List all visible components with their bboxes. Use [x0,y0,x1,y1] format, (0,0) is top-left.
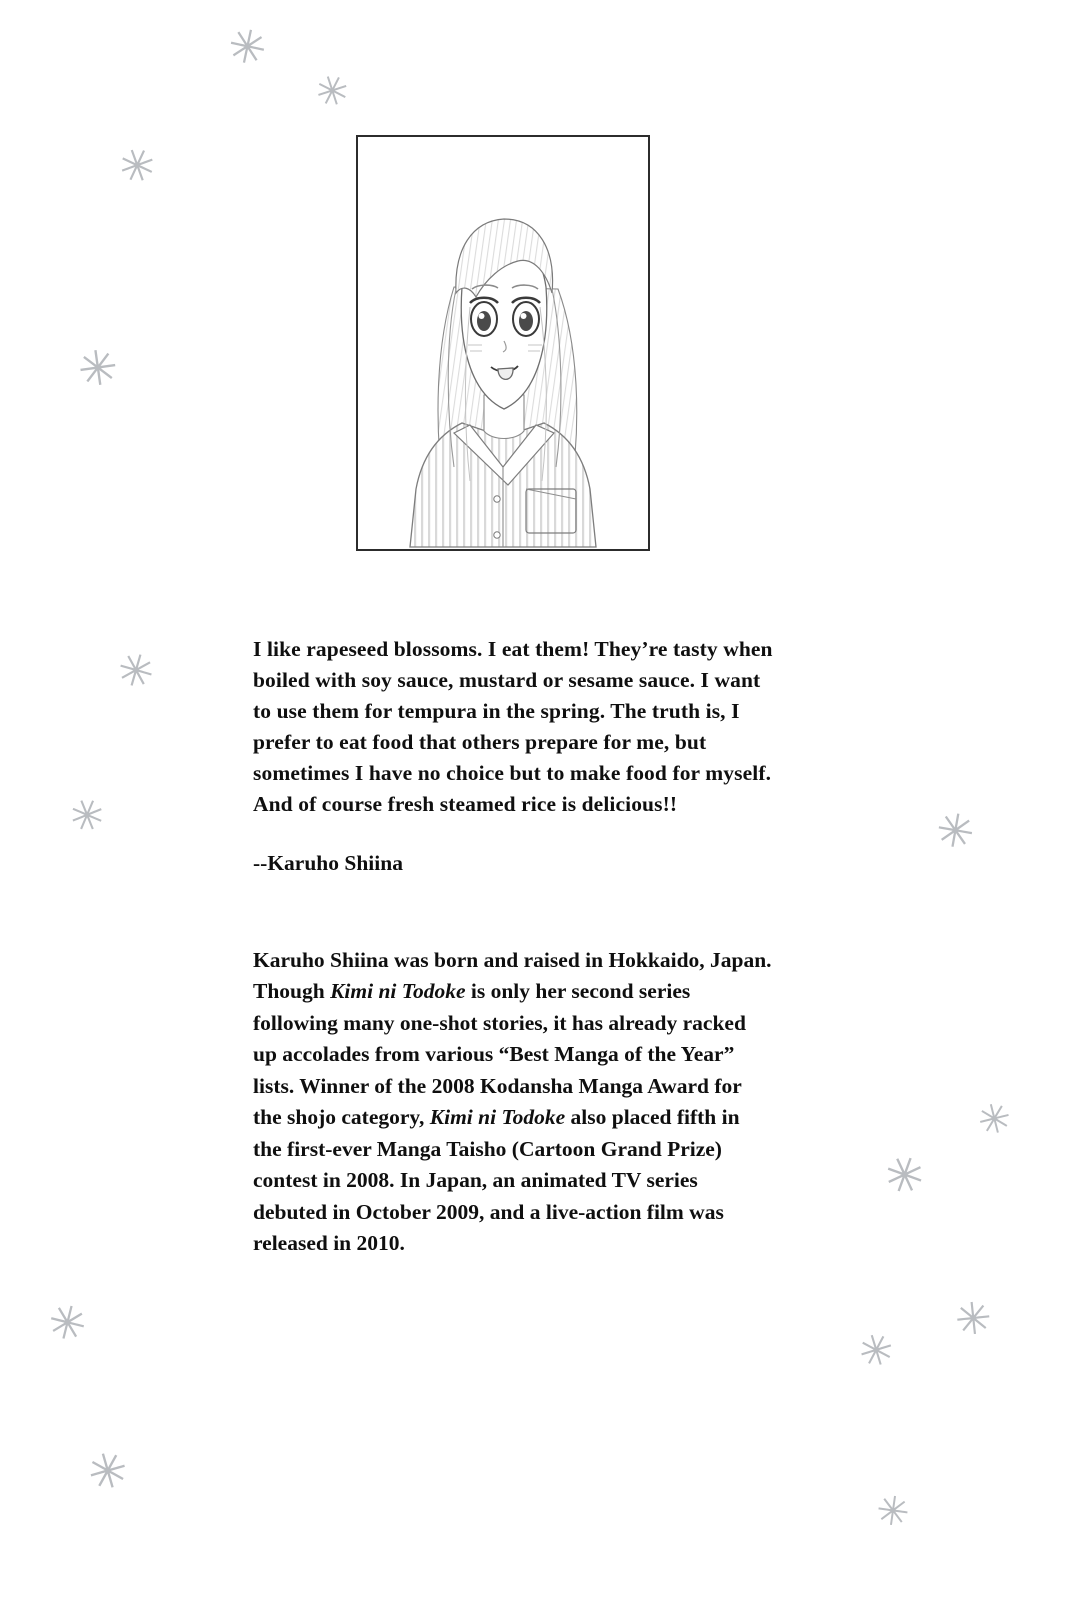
snowflake-icon: ✳ [931,801,979,861]
snowflake-icon: ✳ [875,1142,933,1210]
snowflake-icon: ✳ [222,16,272,78]
author-quote: I like rapeseed blossoms. I eat them! They’re tasty when boiled with soy sauce, mustard or sesame sauce. I want to use them for tempura in the spring. The truth is, I prefer to eat food that others prepare for me, but sometimes I have no choice but to make food for myself. And of course fresh steamed rice is delicious!! [253,636,773,816]
snowflake-icon: ✳ [74,338,122,400]
snowflake-icon: ✳ [309,64,356,120]
author-portrait-illustration [358,137,648,549]
author-note-column [253,612,773,1281]
snowflake-icon: ✳ [972,1093,1017,1147]
author-signature: --Karuho Shiina [253,850,403,875]
bio-part-3: also placed fifth in the first-ever Manga Taisho (Cartoon Grand Prize) contest in 2008. In Japan, an animated TV series debuted in October 2009, and a live-action film was released in 2010. [253,1105,740,1255]
series-title-first: Kimi ni Todoke [330,979,466,1003]
snowflake-icon: ✳ [848,1320,903,1381]
bio-part-2: is only her second series following many one-shot stories, it has already racked up accolades from various “Best Manga of the Year” lists. Winner of the 2008 Kodansha Manga Award for the shojo category, [253,979,746,1129]
snowflake-icon: ✳ [872,1486,913,1538]
author-portrait [356,135,650,551]
snowflake-icon: ✳ [42,1292,93,1354]
bio-part-1: Karuho Shiina was born and raised in Hokkaido, Japan. Though [253,947,772,1003]
snowflake-icon: ✳ [81,1439,136,1505]
snowflake-icon: ✳ [109,135,165,198]
snowflake-icon: ✳ [61,786,113,845]
series-title-second: Kimi ni Todoke [429,1105,566,1129]
author-biography [253,945,773,1260]
snowflake-icon: ✳ [952,1292,995,1347]
snowflake-icon: ✳ [110,641,161,702]
